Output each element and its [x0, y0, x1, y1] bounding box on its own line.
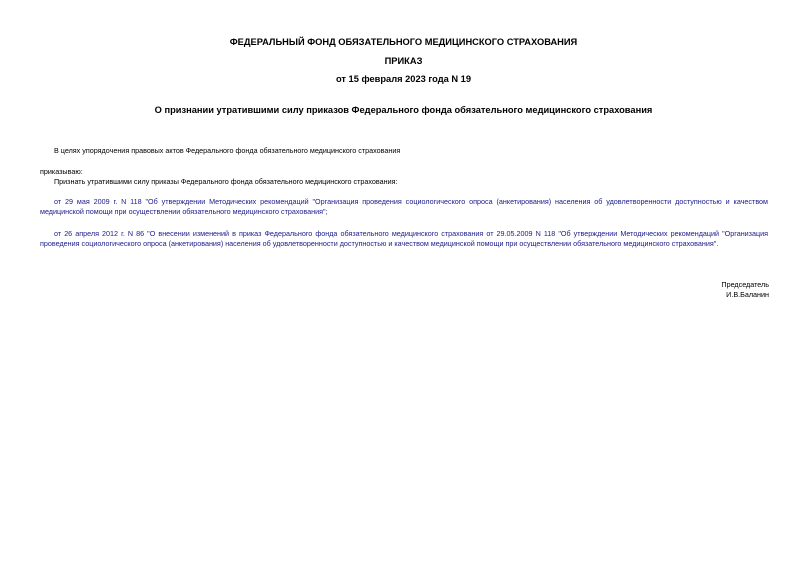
- document-title: О признании утратившими силу приказов Федерального фонда обязательного медицинского страхования: [154, 105, 653, 115]
- doc-type-heading: ПРИКАЗ: [384, 56, 423, 66]
- directive-text: Признать утратившими силу приказы Федерального фонда обязательного медицинского страхования:: [54, 177, 398, 186]
- repealed-order-link-1[interactable]: от 29 мая 2009 г. N 118 "Об утверждении Методических рекомендаций "Организация проведения социологического опроса (анкетирования) населения об удовлетворенности доступностью и качеством медицинской помощи при осуществлении обязательного медицинского страхования";: [40, 197, 768, 216]
- signature-name: И.В.Баланин: [726, 290, 769, 299]
- repealed-order-link-2[interactable]: от 26 апреля 2012 г. N 86 "О внесении изменений в приказ Федерального фонда обязательного медицинского страхования от 29.05.2009 N 118 "Об утверждении Методических рекомендаций "Организация проведения социологического опроса (анкетирования) населения об удовлетворенности доступностью и качеством медицинской помощи при осуществлении обязательного медицинского страхования".: [40, 229, 768, 248]
- preamble-text: В целях упорядочения правовых актов Федерального фонда обязательного медицинского страхования: [54, 146, 401, 155]
- organization-heading: ФЕДЕРАЛЬНЫЙ ФОНД ОБЯЗАТЕЛЬНОГО МЕДИЦИНСКОГО СТРАХОВАНИЯ: [229, 37, 578, 47]
- date-number-heading: от 15 февраля 2023 года N 19: [335, 74, 472, 84]
- order-word: приказываю:: [40, 167, 83, 176]
- signature-position: Председатель: [721, 280, 769, 289]
